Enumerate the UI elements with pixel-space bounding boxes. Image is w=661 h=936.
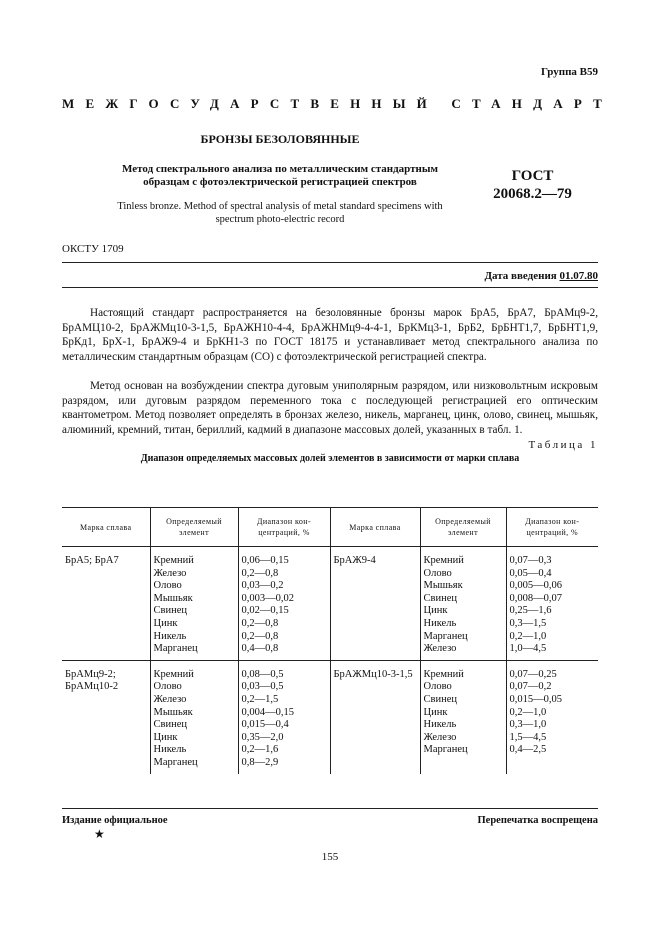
concentration-range: 0,2—1,5 bbox=[241, 693, 279, 705]
concentration-table bbox=[62, 507, 598, 774]
range-cell bbox=[506, 547, 598, 661]
concentration-range: 0,03—0,5 bbox=[241, 681, 284, 693]
banner-left: МЕЖГОСУДАРСТВЕННЫЙ bbox=[62, 96, 438, 111]
element-name: Кремний bbox=[423, 668, 464, 680]
standard-banner bbox=[62, 96, 613, 112]
element-name: Никель bbox=[153, 630, 187, 642]
grade-cell bbox=[62, 547, 150, 661]
table-name: Диапазон определяемых массовых долей элементов в зависимости от марки сплава bbox=[140, 453, 520, 464]
header-cell: Марка сплава bbox=[330, 508, 420, 547]
grade-cell bbox=[330, 547, 420, 661]
element-name: Никель bbox=[153, 744, 187, 756]
table-header-row bbox=[62, 508, 598, 547]
concentration-range: 0,05—0,4 bbox=[509, 567, 552, 579]
element-name: Кремний bbox=[153, 555, 194, 566]
gost-number: 20068.2—79 bbox=[493, 186, 572, 202]
method-title: Метод спектрального анализа по металлическим стандартным образцам с фотоэлектрической регистрацией спектров bbox=[122, 163, 438, 188]
element-name: Марганец bbox=[423, 744, 468, 756]
divider bbox=[62, 262, 598, 263]
concentration-range: 0,003—0,02 bbox=[241, 592, 294, 604]
range-cell bbox=[238, 660, 330, 773]
concentration-range: 0,08—0,5 bbox=[241, 668, 284, 680]
concentration-range: 0,03—0,2 bbox=[241, 580, 284, 592]
concentration-range: 0,8—2,9 bbox=[241, 756, 279, 768]
concentration-range: 1,0—4,5 bbox=[509, 643, 547, 655]
element-name: Олово bbox=[423, 567, 452, 579]
concentration-range: 0,2—0,8 bbox=[241, 567, 279, 579]
divider bbox=[62, 287, 598, 288]
alloy-grade: БрА5; БрА7 bbox=[65, 555, 119, 566]
header-cell: Определяемый элемент bbox=[420, 508, 506, 547]
reprint-prohibited: Перепечатка воспрещена bbox=[477, 815, 598, 826]
grade-cell bbox=[330, 660, 420, 773]
table-caption: Таблица 1 bbox=[528, 439, 598, 451]
concentration-range: 0,07—0,3 bbox=[509, 555, 552, 566]
concentration-range: 0,4—0,8 bbox=[241, 643, 279, 655]
element-cell bbox=[420, 547, 506, 661]
concentration-range: 0,25—1,6 bbox=[509, 605, 552, 617]
element-name: Марганец bbox=[153, 643, 198, 655]
concentration-range: 0,2—0,8 bbox=[241, 617, 279, 629]
element-cell bbox=[150, 660, 238, 773]
range-cell bbox=[238, 547, 330, 661]
concentration-range: 0,02—0,15 bbox=[241, 605, 289, 617]
header-cell: Марка сплава bbox=[62, 508, 150, 547]
header-cell: Определяемый элемент bbox=[150, 508, 238, 547]
element-name: Марганец bbox=[423, 630, 468, 642]
concentration-range: 0,015—0,05 bbox=[509, 693, 562, 705]
element-name: Олово bbox=[423, 681, 452, 693]
date-introduction bbox=[400, 270, 598, 282]
concentration-range: 0,2—1,0 bbox=[509, 630, 547, 642]
element-name: Свинец bbox=[423, 693, 457, 705]
alloy-grade: БрАЖМц10-3-1,5 bbox=[333, 668, 413, 680]
element-name: Цинк bbox=[423, 605, 448, 617]
concentration-range: 0,2—1,0 bbox=[509, 706, 547, 718]
document-title: БРОНЗЫ БЕЗОЛОВЯННЫЕ bbox=[200, 132, 360, 146]
concentration-range: 0,2—0,8 bbox=[241, 630, 279, 642]
element-cell bbox=[150, 547, 238, 661]
grade-cell bbox=[62, 660, 150, 773]
paragraph: Настоящий стандарт распространяется на безоловянные бронзы марок БрА5, БрА7, БрАМц9-2, БрАМЦ10-2, БрАЖМц10-3-1,5, БрАЖН10-4-4, БрАЖНМц9-4-4-1, БрКМц3-1, БрБ2, БрБНТ1,7, БрБНТ1,9, БрКд1, БрХ-1, БрАЖ9-4 и БрКН1-3 по ГОСТ 18175 и устанавливает метод спектрального анализа по металлическим стандартным образцам (СО) с фотоэлектрической регистрацией спектра. bbox=[62, 307, 598, 363]
table-row bbox=[62, 660, 598, 773]
element-name: Кремний bbox=[153, 668, 194, 680]
element-name: Свинец bbox=[423, 592, 457, 604]
alloy-grade: БрАЖ9-4 bbox=[333, 555, 376, 566]
element-name: Свинец bbox=[153, 719, 187, 731]
star-icon: ★ bbox=[94, 827, 105, 841]
element-name: Мышьяк bbox=[423, 580, 463, 592]
concentration-range: 0,3—1,0 bbox=[509, 719, 547, 731]
concentration-range: 0,004—0,15 bbox=[241, 706, 294, 718]
element-name: Свинец bbox=[153, 605, 187, 617]
element-name: Железо bbox=[423, 731, 457, 743]
concentration-range: 0,2—1,6 bbox=[241, 744, 279, 756]
element-name: Цинк bbox=[153, 617, 178, 629]
table-row bbox=[62, 547, 598, 661]
element-name: Железо bbox=[153, 693, 187, 705]
concentration-range: 0,07—0,2 bbox=[509, 681, 552, 693]
concentration-range: 0,005—0,06 bbox=[509, 580, 562, 592]
date-label: Дата введения bbox=[484, 270, 557, 282]
gost-label: ГОСТ bbox=[511, 168, 554, 184]
element-name: Мышьяк bbox=[153, 592, 193, 604]
concentration-range: 0,015—0,4 bbox=[241, 719, 289, 731]
element-name: Олово bbox=[153, 580, 182, 592]
paragraph: Метод основан на возбуждении спектра дуговым униполярным разрядом, или низковольтным искровым разрядом, или дуговым разрядом переменного тока с последующей регистрацией его оптическим квантометром. Метод позволяет определять в бронзах железо, никель, марганец, цинк, олово, свинец, мышьяк, алюминий, кремний, титан, бериллий, кадмий в диапазоне массовых долей, указанных в табл. 1. bbox=[62, 380, 598, 436]
alloy-grade: БрАМц9-2; БрАМц10-2 bbox=[65, 668, 119, 693]
element-name: Кремний bbox=[423, 555, 464, 566]
element-name: Цинк bbox=[423, 706, 448, 718]
english-title: Tinless bronze. Method of spectral analysis of metal standard specimens with spectrum photo-electric record bbox=[117, 201, 443, 225]
element-cell bbox=[420, 660, 506, 773]
range-cell bbox=[506, 660, 598, 773]
element-name: Цинк bbox=[153, 731, 178, 743]
official-edition: Издание официальное bbox=[62, 815, 168, 826]
footer-divider bbox=[62, 808, 598, 809]
concentration-range: 1,5—4,5 bbox=[509, 731, 547, 743]
concentration-range: 0,07—0,25 bbox=[509, 668, 557, 680]
header-cell: Диапазон кон-центраций, % bbox=[506, 508, 598, 547]
concentration-range: 0,4—2,5 bbox=[509, 744, 547, 756]
element-name: Никель bbox=[423, 617, 457, 629]
element-name: Олово bbox=[153, 681, 182, 693]
gost-designation bbox=[470, 167, 595, 203]
concentration-range: 0,35—2,0 bbox=[241, 731, 284, 743]
element-name: Никель bbox=[423, 719, 457, 731]
element-name: Железо bbox=[153, 567, 187, 579]
header-cell: Диапазон кон-центраций, % bbox=[238, 508, 330, 547]
okstu-code: ОКСТУ 1709 bbox=[62, 243, 124, 255]
concentration-range: 0,06—0,15 bbox=[241, 555, 289, 566]
concentration-range: 0,008—0,07 bbox=[509, 592, 562, 604]
concentration-range: 0,3—1,5 bbox=[509, 617, 547, 629]
element-name: Железо bbox=[423, 643, 457, 655]
group-label: Группа В59 bbox=[540, 66, 598, 78]
banner-right: СТАНДАРТ bbox=[451, 96, 613, 111]
date-value: 01.07.80 bbox=[559, 270, 598, 282]
element-name: Марганец bbox=[153, 756, 198, 768]
element-name: Мышьяк bbox=[153, 706, 193, 718]
page-number: 155 bbox=[321, 851, 339, 863]
